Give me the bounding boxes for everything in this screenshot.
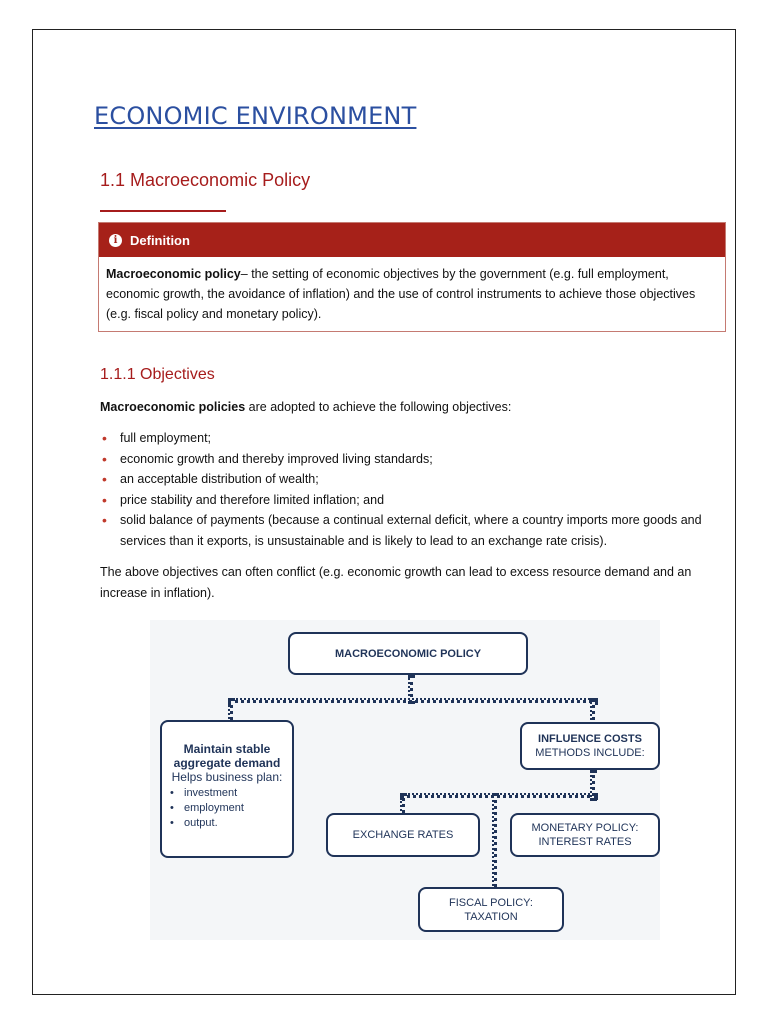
connector-top-horizontal: [228, 698, 598, 703]
objectives-list: [100, 428, 730, 551]
fiscal-policy-box: [418, 887, 564, 932]
monetary-policy-label-2: INTEREST RATES: [538, 836, 632, 848]
list-item: • employment: [166, 801, 244, 816]
definition-text: – the setting of economic objectives by the government (e.g. full employment, economic growth, the avoidance of inflation) and the use of control instruments to achieve those objectives (e.g. fiscal policy and monetary policy).: [106, 267, 696, 321]
section-title: 1.1 Macroeconomic Policy: [100, 170, 311, 190]
fiscal-policy-label-1: FISCAL POLICY:: [449, 896, 533, 909]
objectives-intro-rest: are adopted to achieve the following objectives:: [245, 400, 512, 414]
aggregate-demand-title-1: Maintain stable: [183, 742, 271, 756]
bullet-icon: •: [102, 491, 107, 508]
connector-fiscal-down: [492, 793, 497, 893]
definition-body: [99, 257, 725, 324]
macroeconomic-policy-box: [288, 632, 528, 675]
list-item: [100, 469, 730, 490]
list-item: [100, 449, 730, 470]
fiscal-policy-label-2: TAXATION: [464, 910, 518, 923]
list-item-text: solid balance of payments (because a continual external deficit, where a country imports more goods and services than it exports, is unsustainable and is likely to lead to an exchange rate crisis).: [120, 513, 702, 548]
macroeconomic-policy-label: MACROECONOMIC POLICY: [334, 647, 482, 660]
objectives-title: 1.1.1 Objectives: [100, 366, 215, 383]
list-item: • output.: [166, 816, 244, 831]
connector-methods-horizontal: [400, 793, 598, 798]
list-item-text: price stability and therefore limited inflation; and: [120, 492, 385, 507]
monetary-policy-label-1: MONETARY POLICY:: [531, 822, 639, 834]
list-item-text: an acceptable distribution of wealth;: [120, 472, 319, 486]
definition-term: Macroeconomic policy: [106, 267, 241, 281]
aggregate-demand-subtitle: Helps business plan:: [171, 770, 283, 784]
definition-box: [98, 222, 726, 332]
list-item: • investment: [166, 786, 244, 801]
document-title: ECONOMIC ENVIRONMENT: [94, 102, 417, 130]
list-item: [100, 428, 730, 449]
definition-header-label: Definition: [130, 232, 190, 248]
list-item-text: full employment;: [120, 431, 212, 445]
list-item: [100, 510, 730, 551]
bullet-icon: •: [102, 450, 107, 467]
bullet-icon: •: [102, 512, 107, 528]
objectives-intro-bold: Macroeconomic policies: [100, 400, 246, 414]
aggregate-demand-title-2: aggregate demand: [173, 756, 281, 770]
definition-header: [99, 223, 725, 257]
objectives-conclusion: The above objectives can often conflict (e.g. economic growth can lead to excess resource demand and an increase in inflation).: [100, 565, 692, 600]
bullet-icon: •: [102, 471, 107, 487]
aggregate-demand-list: [162, 786, 244, 831]
exchange-rates-box: [326, 813, 480, 857]
section-underline: [100, 210, 226, 212]
bullet-icon: •: [102, 430, 107, 446]
list-item-text: economic growth and thereby improved living standards;: [120, 451, 433, 466]
influence-costs-box: [520, 722, 660, 770]
info-icon: i: [109, 234, 122, 247]
exchange-rates-label: EXCHANGE RATES: [352, 829, 454, 841]
policy-diagram: [150, 620, 660, 940]
influence-costs-subtitle: METHODS INCLUDE:: [535, 747, 645, 759]
list-item: [100, 490, 730, 511]
aggregate-demand-box: [160, 720, 294, 858]
monetary-policy-box: [510, 813, 660, 857]
influence-costs-title: INFLUENCE COSTS: [538, 733, 642, 745]
objectives-intro: [100, 400, 511, 414]
